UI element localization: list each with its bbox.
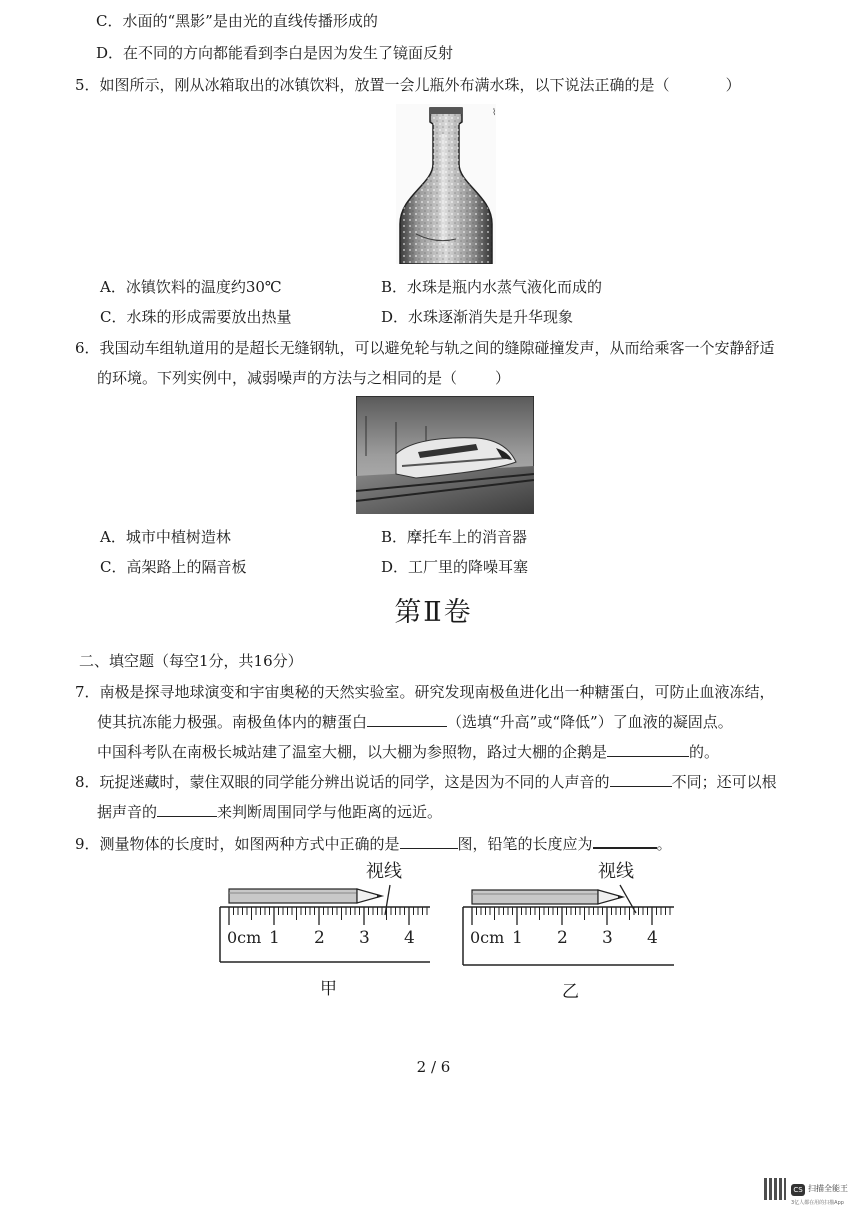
q9-line1-c: 。 xyxy=(656,835,672,853)
caption-jia: 甲 xyxy=(320,979,337,999)
q7-line3 xyxy=(97,741,719,762)
sight-label-jia: 视线 xyxy=(366,861,402,882)
q4-option-d: D．在不同的方向都能看到李白是因为发生了镜面反射 xyxy=(96,44,454,62)
ruler-zero-label: 0cm xyxy=(227,928,262,947)
q6-option-a: A．城市中植树造林 xyxy=(100,528,231,546)
q5-stem-text: 5．如图所示，刚从冰箱取出的冰镇饮料，放置一会儿瓶外布满水珠，以下说法正确的是（ xyxy=(75,76,670,94)
q4-option-c: C．水面的“黑影”是由光的直线传播形成的 xyxy=(96,12,378,30)
sight-label-yi: 视线 xyxy=(598,861,634,882)
q5-option-c: C．水珠的形成需要放出热量 xyxy=(100,308,292,326)
q6-option-b: B．摩托车上的消音器 xyxy=(381,528,528,546)
q9-blank-1[interactable] xyxy=(400,833,458,849)
ruler-number-label: 2 xyxy=(557,928,568,948)
q7-line3-b: 的。 xyxy=(689,743,720,761)
ruler-number-label: 3 xyxy=(359,928,370,948)
q5-stem-close: ） xyxy=(725,76,741,94)
q7-line2 xyxy=(97,711,733,732)
speck-mark: ⌇ xyxy=(492,108,497,118)
q9-line1-b: 图，铅笔的长度应为 xyxy=(457,835,593,853)
q6-stem-line2 xyxy=(97,367,510,388)
sight-line xyxy=(620,885,636,913)
q8-line1-a: 8．玩捉迷藏时，蒙住双眼的同学能分辨出说话的同学，这是因为不同的人声音的 xyxy=(75,773,610,791)
scanner-logo: CS xyxy=(791,1184,805,1196)
q8-line2-a: 据声音的 xyxy=(97,803,158,821)
q6-option-d: D．工厂里的降噪耳塞 xyxy=(381,558,529,576)
pencil-body xyxy=(229,889,357,903)
q7-line3-a: 中国科考队在南极长城站建了温室大棚，以大棚为参照物，路过大棚的企鹅是 xyxy=(97,743,608,761)
q8-line2-b: 来判断周围同学与他距离的远近。 xyxy=(217,803,443,821)
q8-blank-1[interactable] xyxy=(610,771,672,787)
qr-code-icon xyxy=(764,1178,786,1200)
q5-stem xyxy=(75,74,741,95)
sight-line xyxy=(385,885,390,915)
q8-blank-2[interactable] xyxy=(157,801,217,817)
q6-stem-close: ） xyxy=(495,369,511,387)
ruler-number-label: 1 xyxy=(512,928,523,948)
pencil-lead xyxy=(618,895,623,899)
q7-blank-1[interactable] xyxy=(367,711,447,727)
q9-line1 xyxy=(75,832,672,854)
page-number: 2 / 6 xyxy=(416,1058,451,1076)
cold-bottle-image xyxy=(396,104,496,264)
ruler-number-label: 2 xyxy=(314,928,325,948)
q5-option-b: B．水珠是瓶内水蒸气液化而成的 xyxy=(381,278,603,296)
section2-heading: 二、填空题（每空1分，共16分） xyxy=(79,652,303,670)
pencil-body xyxy=(472,890,598,904)
pencil-lead xyxy=(377,894,382,898)
ruler-number-label: 1 xyxy=(269,928,280,948)
ruler-zero-label: 0cm xyxy=(470,928,505,947)
high-speed-train-image xyxy=(356,396,534,514)
q8-line1 xyxy=(75,771,777,792)
q7-line2-a: 使其抗冻能力极强。南极鱼体内的糖蛋白 xyxy=(97,713,368,731)
ruler-figure-jia xyxy=(215,855,435,967)
caption-yi: 乙 xyxy=(562,982,579,1002)
q6-option-c: C．高架路上的隔音板 xyxy=(100,558,247,576)
q9-blank-2[interactable] xyxy=(593,832,657,849)
scanner-text: 扫描全能王 xyxy=(808,1184,848,1193)
ruler-number-label: 4 xyxy=(404,928,415,948)
q5-option-a: A．冰镇饮料的温度约30℃ xyxy=(100,278,282,296)
q7-line1: 7．南极是探寻地球演变和宇宙奥秘的天然实验室。研究发现南极鱼进化出一种糖蛋白，可防止血液冻结， xyxy=(75,683,775,701)
ruler-number-label: 3 xyxy=(602,928,613,948)
q6-stem-line2-text: 的环境。下列实例中，减弱噪声的方法与之相同的是（ xyxy=(97,369,458,387)
q7-line2-b: （选填“升高”或“降低”）了血液的凝固点。 xyxy=(447,713,733,731)
q8-line2 xyxy=(97,801,442,822)
scanner-subtext: 3亿人都在用的扫描App xyxy=(791,1200,844,1206)
ruler-figure-yi xyxy=(458,855,680,967)
q8-line1-b: 不同；还可以根 xyxy=(671,773,777,791)
q7-blank-2[interactable] xyxy=(607,741,689,757)
q5-option-d: D．水珠逐渐消失是升华现象 xyxy=(381,308,574,326)
section-title: 第Ⅱ卷 xyxy=(394,597,473,628)
q6-stem-line1: 6．我国动车组轨道用的是超长无缝钢轨，可以避免轮与轨之间的缝隙碰撞发声，从而给乘客一个安静舒适 xyxy=(75,339,775,357)
ruler-number-label: 4 xyxy=(647,928,658,948)
q9-line1-a: 9．测量物体的长度时，如图两种方式中正确的是 xyxy=(75,835,400,853)
